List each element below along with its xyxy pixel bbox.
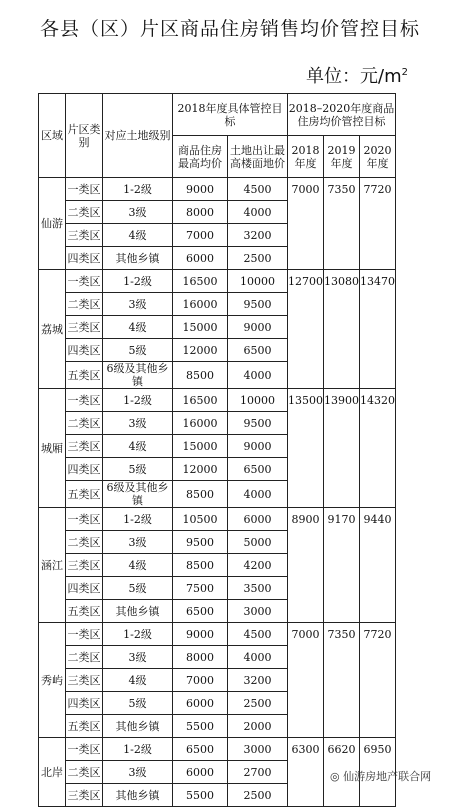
max-price-cell: 12000 [173,339,228,362]
land-price-cell: 3200 [228,669,288,692]
land-price-cell: 5000 [228,531,288,554]
target-2018-cell: 6300 [288,738,324,807]
land-price-cell: 9500 [228,412,288,435]
area-cell: 涵江 [39,508,66,623]
land-level-cell: 4级 [103,316,173,339]
header-target-2018: 2018年度具体管控目标 [173,94,288,136]
max-price-cell: 15000 [173,435,228,458]
zone-cell: 四类区 [66,247,103,270]
logo-icon: ◎ [330,770,344,783]
max-price-cell: 16000 [173,293,228,316]
max-price-cell: 8000 [173,646,228,669]
land-level-cell: 其他乡镇 [103,600,173,623]
unit-superscript: 2 [401,67,408,78]
header-land: 对应土地级别 [103,94,173,178]
land-level-cell: 3级 [103,761,173,784]
land-level-cell: 3级 [103,293,173,316]
land-price-cell: 9000 [228,435,288,458]
max-price-cell: 8500 [173,481,228,508]
land-price-cell: 2500 [228,784,288,807]
target-2020-cell: 6950 [360,738,396,807]
zone-cell: 一类区 [66,270,103,293]
target-2018-cell: 7000 [288,178,324,270]
target-2018-cell: 12700 [288,270,324,389]
zone-cell: 五类区 [66,481,103,508]
max-price-cell: 15000 [173,316,228,339]
max-price-cell: 9500 [173,531,228,554]
zone-cell: 三类区 [66,316,103,339]
land-level-cell: 4级 [103,224,173,247]
max-price-cell: 7500 [173,577,228,600]
max-price-cell: 10500 [173,508,228,531]
unit-label [306,62,408,88]
target-2019-cell: 6620 [324,738,360,807]
target-2020-cell: 7720 [360,623,396,738]
source-logo [330,768,431,784]
table-row [39,270,396,293]
land-level-cell: 1-2级 [103,389,173,412]
zone-cell: 二类区 [66,531,103,554]
table-row [39,178,396,201]
zone-cell: 三类区 [66,554,103,577]
land-level-cell: 1-2级 [103,178,173,201]
land-level-cell: 其他乡镇 [103,247,173,270]
max-price-cell: 8000 [173,201,228,224]
land-level-cell: 4级 [103,669,173,692]
max-price-cell: 8500 [173,554,228,577]
target-2020-cell: 9440 [360,508,396,623]
zone-cell: 一类区 [66,178,103,201]
max-price-cell: 12000 [173,458,228,481]
table-row [39,389,396,412]
max-price-cell: 6000 [173,692,228,715]
land-price-cell: 9500 [228,293,288,316]
land-price-cell: 4000 [228,646,288,669]
zone-cell: 四类区 [66,458,103,481]
table-row [39,508,396,531]
table-row [39,738,396,761]
land-level-cell: 5级 [103,577,173,600]
zone-cell: 一类区 [66,389,103,412]
target-2019-cell: 9170 [324,508,360,623]
land-price-cell: 4500 [228,178,288,201]
max-price-cell: 7000 [173,224,228,247]
zone-cell: 二类区 [66,293,103,316]
zone-cell: 四类区 [66,339,103,362]
zone-cell: 四类区 [66,692,103,715]
area-cell: 城厢 [39,389,66,508]
target-2019-cell: 13900 [324,389,360,508]
max-price-cell: 7000 [173,669,228,692]
land-level-cell: 3级 [103,412,173,435]
zone-cell: 一类区 [66,738,103,761]
land-price-cell: 10000 [228,389,288,412]
header-target-range: 2018–2020年度商品住房均价管控目标 [288,94,396,136]
max-price-cell: 6000 [173,761,228,784]
zone-cell: 五类区 [66,600,103,623]
area-cell: 仙游 [39,178,66,270]
max-price-cell: 16500 [173,389,228,412]
land-price-cell: 6000 [228,508,288,531]
max-price-cell: 5500 [173,784,228,807]
table-row [39,623,396,646]
header-year-2020: 2020年度 [360,136,396,178]
land-price-cell: 6500 [228,458,288,481]
target-2018-cell: 13500 [288,389,324,508]
land-level-cell: 6级及其他乡镇 [103,481,173,508]
zone-cell: 一类区 [66,508,103,531]
max-price-cell: 9000 [173,623,228,646]
land-level-cell: 5级 [103,339,173,362]
area-cell: 荔城 [39,270,66,389]
zone-cell: 三类区 [66,669,103,692]
target-2019-cell: 7350 [324,178,360,270]
max-price-cell: 5500 [173,715,228,738]
land-price-cell: 4200 [228,554,288,577]
land-level-cell: 3级 [103,646,173,669]
target-2018-cell: 7000 [288,623,324,738]
max-price-cell: 6500 [173,738,228,761]
zone-cell: 五类区 [66,715,103,738]
target-2020-cell: 13470 [360,270,396,389]
zone-cell: 二类区 [66,201,103,224]
land-price-cell: 3200 [228,224,288,247]
land-price-cell: 4000 [228,201,288,224]
land-price-cell: 2500 [228,692,288,715]
max-price-cell: 16500 [173,270,228,293]
target-2019-cell: 7350 [324,623,360,738]
land-level-cell: 1-2级 [103,738,173,761]
unit-text: 单位：元/m [306,66,402,87]
zone-cell: 一类区 [66,623,103,646]
header-row-1 [39,94,396,136]
land-level-cell: 其他乡镇 [103,715,173,738]
land-level-cell: 6级及其他乡镇 [103,362,173,389]
land-price-cell: 3500 [228,577,288,600]
land-price-cell: 3000 [228,738,288,761]
zone-cell: 二类区 [66,646,103,669]
land-level-cell: 3级 [103,201,173,224]
max-price-cell: 9000 [173,178,228,201]
land-price-cell: 3000 [228,600,288,623]
header-year-2019: 2019年度 [324,136,360,178]
zone-cell: 三类区 [66,435,103,458]
land-level-cell: 其他乡镇 [103,784,173,807]
zone-cell: 四类区 [66,577,103,600]
area-cell: 秀屿 [39,623,66,738]
zone-cell: 二类区 [66,412,103,435]
zone-cell: 二类区 [66,761,103,784]
land-level-cell: 5级 [103,692,173,715]
header-land-price: 土地出让最高楼面地价 [228,136,288,178]
land-level-cell: 1-2级 [103,508,173,531]
max-price-cell: 16000 [173,412,228,435]
max-price-cell: 8500 [173,362,228,389]
max-price-cell: 6500 [173,600,228,623]
header-max-price: 商品住房最高均价 [173,136,228,178]
zone-cell: 五类区 [66,362,103,389]
target-2019-cell: 13080 [324,270,360,389]
area-cell: 北岸 [39,738,66,807]
header-area: 区域 [39,94,66,178]
max-price-cell: 6000 [173,247,228,270]
land-price-cell: 2000 [228,715,288,738]
land-level-cell: 4级 [103,435,173,458]
land-price-cell: 9000 [228,316,288,339]
land-level-cell: 5级 [103,458,173,481]
zone-cell: 三类区 [66,224,103,247]
header-zone: 片区类别 [66,94,103,178]
land-price-cell: 6500 [228,339,288,362]
target-2020-cell: 7720 [360,178,396,270]
land-price-cell: 4500 [228,623,288,646]
target-2020-cell: 14320 [360,389,396,508]
land-price-cell: 2500 [228,247,288,270]
page-title: 各县（区）片区商品住房销售均价管控目标 [39,18,420,40]
land-level-cell: 1-2级 [103,623,173,646]
land-level-cell: 4级 [103,554,173,577]
land-price-cell: 4000 [228,481,288,508]
land-price-cell: 10000 [228,270,288,293]
land-price-cell: 2700 [228,761,288,784]
zone-cell: 三类区 [66,784,103,807]
land-price-cell: 4000 [228,362,288,389]
header-year-2018: 2018年度 [288,136,324,178]
target-2018-cell: 8900 [288,508,324,623]
land-level-cell: 3级 [103,531,173,554]
logo-text: 仙游房地产联合网 [343,770,432,783]
land-level-cell: 1-2级 [103,270,173,293]
